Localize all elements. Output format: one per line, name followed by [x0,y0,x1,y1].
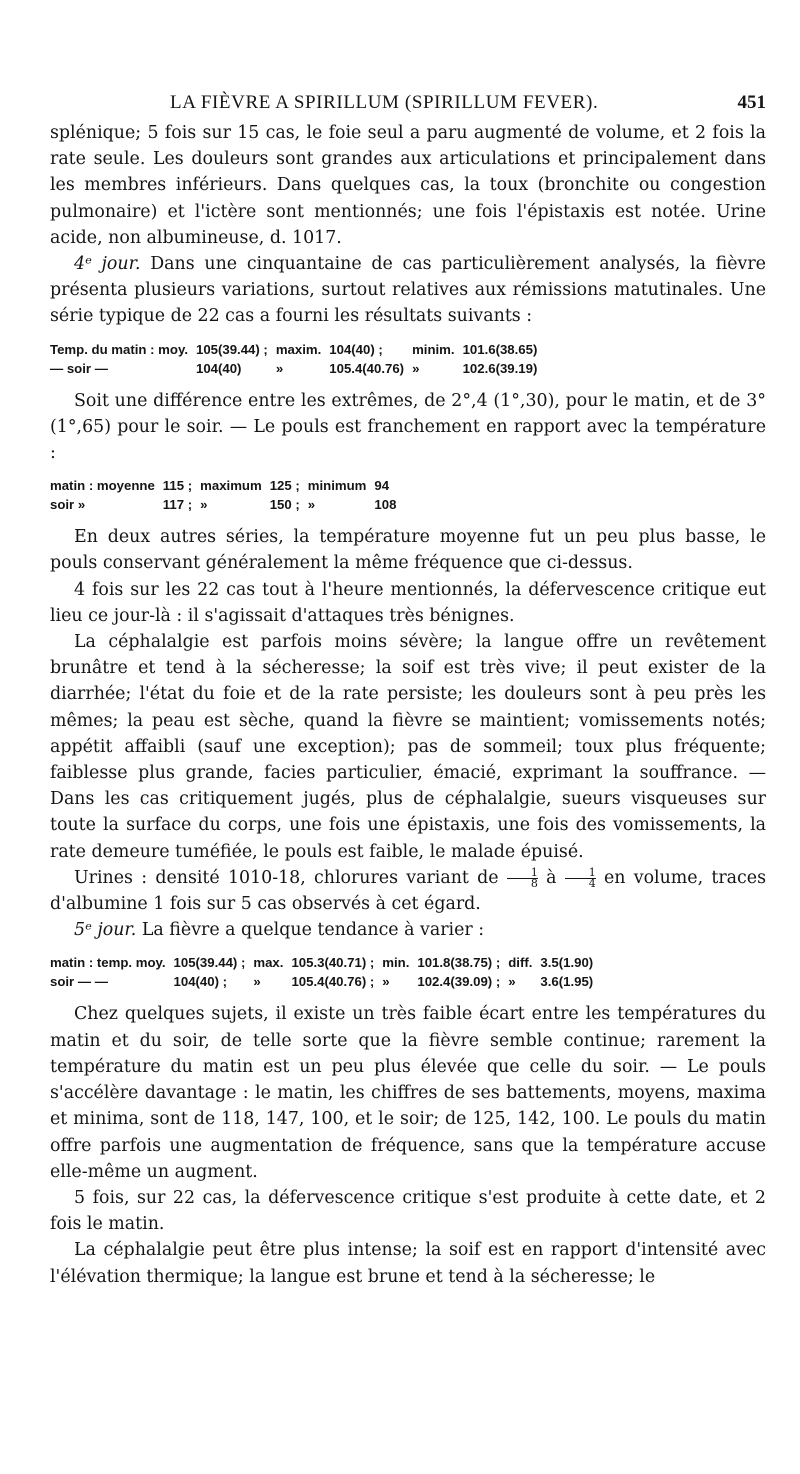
table-cell: 105(39.44) ; [195,341,268,357]
fraction-numerator: 1 [565,868,596,879]
table-cell: 104(40) [195,360,242,376]
table-row [50,340,545,359]
fraction-one-eighth [507,865,538,890]
table-cell: 104(40) ; [173,974,228,990]
table-cell: » [307,497,316,513]
urines-text-middle: à [537,867,565,888]
fraction-numerator: 1 [507,868,538,879]
paragraph-morning-evening: Chez quelques sujets, il existe un très faible écart entre les températures du matin et du soir, de telle sorte que la fièvre semble continue; rarement la température du matin est un peu plus élevée que celle du soir. — Le pouls s'accélère davantage : le matin, les chiffres de ses battements, moyens, maxima et minima, sont de 118, 147, 100, et le soir; de 125, 142, 100. Le pouls du matin offre parfois une augmentation de fréquence, sans que la température accuse elle-même un augment. [50,1004,766,1182]
header-title: LA FIÈVRE A SPIRILLUM (SPIRILLUM FEVER). [170,92,599,113]
table-row [50,359,545,378]
table-cell: max. [253,955,284,971]
paragraph-fourth-day [50,251,766,330]
table-cell: » [253,974,261,990]
paragraph-two-series: En deux autres séries, la température moyenne fut un peu plus basse, le pouls conservant généralement la même fréquence que ci-dessus. [50,527,766,574]
table-cell: min. [382,955,410,971]
table-cell: matin : temp. moy. [50,955,166,971]
paragraph-symptoms-day4: La céphalalgie est parfois moins sévère; la langue offre un revêtement brunâtre et tend à la sécheresse; la soif est très vive; il peut exister de la diarrhée; l'état du foie et de la rate persiste; les douleurs sont à peu près les mêmes; la peau est sèche, quand la fièvre se maintient; vomissements notés; appétit affaibli (sauf une exception); pas de sommeil; toux plus fréquente; faiblesse plus grande, facies particulier, émacié, exprimant la souffrance. — Dans les cas critiquement jugés, plus de céphalalgie, sueurs visqueuses sur toute la surface du corps, une fois une épistaxis, une fois des vomissements, la rate demeure tuméfiée, le pouls est faible, le malade épuisé. [50,632,766,862]
page-number: 451 [737,92,766,113]
fraction-denominator: 8 [530,876,538,890]
fraction-denominator: 4 [588,876,596,890]
table-cell: 115 ; [162,478,193,494]
paragraph-fifth-day [50,917,766,943]
table-cell: minimum [307,478,367,494]
table-cell: maximum [200,478,262,494]
table-cell: 102.6(39.19) [462,360,538,376]
table-cell: 117 ; [162,497,193,513]
table-cell: 102.4(39.09) ; [417,974,501,990]
paragraph-urines [50,865,766,917]
paragraph-defervescence-day5: 5 fois, sur 22 cas, la défervescence critique s'est produite à cette date, et 2 fois le matin. [50,1187,766,1235]
paragraph-splenic: splénique; 5 fois sur 15 cas, le foie seul a paru augmenté de volume, et 2 fois la rate seule. Les douleurs sont grandes aux articulations et principalement dans les membres inférieurs. Dans quelques cas, la toux (bronchite ou congestion pulmonaire) et l'ictère sont mentionnés; une fois l'épistaxis est notée. Urine acide, non albumineuse, d. 1017. [50,123,766,248]
paragraph-headache: La céphalalgie peut être plus intense; la soif est en rapport d'intensité avec l'élévation thermique; la langue est brune et tend à la sécheresse; le [50,1240,766,1287]
table-cell: maxim. [275,341,322,357]
urines-text-start: Urines : densité 1010-18, chlorures variant de [74,867,507,888]
paragraph-difference: Soit une différence entre les extrêmes, de 2°,4 (1°,30), pour le matin, et de 3° (1°,65) pour le soir. — Le pouls est franchement en rapport avec la température : [50,390,766,464]
table-row [50,495,404,514]
table-cell: » [200,497,208,513]
table-cell: 3.6(1.95) [540,974,594,990]
table-cell: soir — — [50,974,108,990]
table-row [50,972,601,991]
table-cell: minim. [412,341,455,357]
table-cell: 105.4(40.76) ; [291,974,375,990]
table-cell: matin : moyenne [50,478,155,494]
table-cell: 105.4(40.76) [329,360,405,376]
table-cell: 105(39.44) ; [173,955,246,971]
pulse-table-day4 [50,476,404,514]
table-cell: 125 ; [269,478,300,494]
table-row [50,476,404,495]
day-heading: 4ᵉ jour. [74,254,141,275]
table-cell: » [382,974,390,990]
table-cell: 150 ; [269,497,300,513]
running-header [170,92,766,114]
table-cell: Temp. du matin : moy. [50,341,188,357]
paragraph-text: La fièvre a quelque tendance à varier : [136,920,485,941]
table-cell: diff. [508,955,533,971]
temperature-table-day5 [50,953,601,991]
day-heading: 5ᵉ jour. [74,920,137,941]
table-cell: 3.5(1.90) [540,955,594,971]
paragraph-defervescence-day4: 4 fois sur les 22 cas tout à l'heure mentionnés, la défervescence critique eut lieu ce jour-là : il s'agissait d'attaques très bénignes. [50,579,766,626]
fraction-one-quarter [565,865,596,890]
paragraph-text: Dans une cinquantaine de cas particulièrement analysés, la fièvre présenta plusieurs variations, surtout relatives aux rémissions matutinales. Une série typique de 22 cas a fourni les résultats suivants : [50,254,766,327]
table-cell: » [412,360,420,376]
table-row [50,953,601,972]
table-cell: — soir — [50,360,108,376]
table-cell: » [508,974,516,990]
urines-text-end: en volume, traces d'albumine 1 fois sur 5 cas observés à cet égard. [50,867,767,915]
table-cell: 104(40) ; [329,341,383,357]
table-cell: 94 [374,478,390,494]
table-cell: » [275,360,284,376]
table-cell: soir » [50,497,86,513]
temperature-table-day4 [50,340,545,378]
table-cell: 101.8(38.75) ; [417,955,501,971]
table-cell: 105.3(40.71) ; [291,955,375,971]
table-cell: 101.6(38.65) [462,341,538,357]
table-cell: 108 [374,497,397,513]
